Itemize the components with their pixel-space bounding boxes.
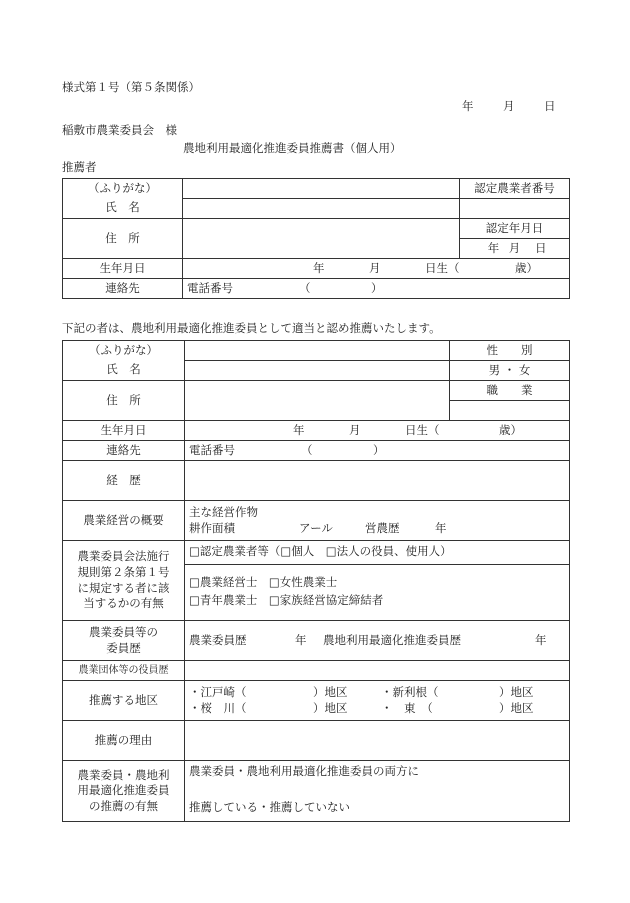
candidate-furigana-label: （ふりがな） xyxy=(63,341,185,361)
committee-label-line: 農業委員等の xyxy=(89,624,158,639)
address-label: 住 所 xyxy=(63,219,183,259)
farming-years-unit: 年 xyxy=(435,520,447,535)
recommender-name-field[interactable] xyxy=(183,199,460,219)
org-roles-label: 農業団体等の役員歴 xyxy=(63,661,185,681)
candidate-paren-open: （ xyxy=(301,442,313,457)
rule-option-young-farmer[interactable]: □青年農業士 □家族経営協定締結者 xyxy=(189,593,384,608)
recommender-phone-field[interactable] xyxy=(183,279,570,299)
addressee: 稲敷市農業委員会 様 xyxy=(62,123,177,137)
recommender-table xyxy=(62,178,570,299)
candidate-birth-year: 年 xyxy=(293,422,305,437)
reason-label: 推薦の理由 xyxy=(63,721,185,761)
district-edosaki[interactable]: ・江戸崎（ xyxy=(189,684,247,699)
form-number: 様式第１号（第５条関係） xyxy=(62,80,200,94)
birth-day-label: 日生（ xyxy=(425,260,460,275)
age-label: 歳） xyxy=(515,260,538,275)
date-year: 年 xyxy=(462,99,474,113)
candidate-address-label: 住 所 xyxy=(63,381,185,421)
both-label-line: 用最適化推進委員 xyxy=(77,783,170,798)
rule-label-line: 規則第２条第１号 xyxy=(77,564,170,579)
rule-label xyxy=(63,541,185,621)
contact-label: 連絡先 xyxy=(63,279,183,299)
candidate-phone-field[interactable] xyxy=(185,441,570,461)
certified-date-field[interactable] xyxy=(460,239,570,259)
certified-number-label: 認定農業者番号 xyxy=(460,179,570,199)
rule-label-line: に規定する者に該 xyxy=(77,580,170,595)
candidate-name-field[interactable] xyxy=(185,361,450,381)
rule-label-line: 農業委員会法施行 xyxy=(77,549,170,564)
birthdate-label: 生年月日 xyxy=(63,259,183,279)
recommendation-statement: 下記の者は、農地利用最適化推進委員として適当と認め推薦いたします。 xyxy=(62,321,441,335)
reason-field[interactable] xyxy=(185,721,570,761)
candidate-phone-label: 電話番号 xyxy=(189,442,235,457)
cert-day-label: 日 xyxy=(535,240,547,255)
recommender-address-field[interactable] xyxy=(183,219,460,259)
area-label: 耕作面積 xyxy=(189,520,235,535)
candidate-birth-month: 月 xyxy=(349,422,361,437)
farm-overview-label: 農業経営の概要 xyxy=(63,501,185,541)
candidate-birthdate-label: 生年月日 xyxy=(63,421,185,441)
both-label-line: の推薦の有無 xyxy=(89,798,158,813)
recommender-furigana-field[interactable] xyxy=(183,179,460,199)
promo-years: 年 xyxy=(535,632,547,647)
committee-history-label xyxy=(63,621,185,661)
rule-option-farm-manager[interactable]: □農業経営士 □女性農業士 xyxy=(189,574,338,589)
certified-date-label: 認定年月日 xyxy=(460,219,570,239)
candidate-furigana-field[interactable] xyxy=(185,341,450,361)
district-label: 推薦する地区 xyxy=(63,681,185,721)
both-recommendation-label xyxy=(63,761,185,822)
district-field[interactable] xyxy=(185,681,570,721)
phone-label: 電話番号 xyxy=(187,280,233,295)
candidate-age: 歳） xyxy=(499,422,522,437)
career-field[interactable] xyxy=(185,461,570,501)
certified-number-field[interactable] xyxy=(460,199,570,219)
are-unit: アール xyxy=(299,520,333,535)
career-label: 経 歴 xyxy=(63,461,185,501)
committee-history: 農業委員歴 xyxy=(189,632,247,647)
district-suffix: ）地区 xyxy=(499,684,534,699)
both-options[interactable]: 推薦している・推薦していない xyxy=(189,799,350,814)
both-recommendation-field xyxy=(185,761,570,822)
document-title: 農地利用最適化推進委員推薦書（個人用） xyxy=(183,141,402,155)
occupation-label: 職 業 xyxy=(450,381,570,401)
recommender-heading: 推薦者 xyxy=(62,160,97,174)
district-azuma[interactable]: ・ 東 （ xyxy=(381,700,433,715)
cert-year-label: 年 xyxy=(487,240,500,255)
name-label: 氏 名 xyxy=(63,199,183,219)
date-month: 月 xyxy=(503,99,515,113)
candidate-table xyxy=(62,340,570,822)
district-shintone[interactable]: ・新利根（ xyxy=(381,684,439,699)
both-label-line: 農業委員・農地利 xyxy=(77,767,170,782)
paren-close: ） xyxy=(371,280,383,295)
district-suffix: ）地区 xyxy=(313,684,348,699)
committee-label-line: 委員歴 xyxy=(106,640,141,655)
farming-years-label: 営農歴 xyxy=(365,520,400,535)
district-sakuragawa[interactable]: ・桜 川（ xyxy=(189,700,247,715)
district-suffix: ）地区 xyxy=(313,700,348,715)
paren-open: （ xyxy=(299,280,311,295)
candidate-birthdate-field[interactable] xyxy=(185,421,570,441)
occupation-field[interactable] xyxy=(450,401,570,421)
committee-history-field[interactable] xyxy=(185,621,570,661)
date-day: 日 xyxy=(544,99,556,113)
org-roles-field[interactable] xyxy=(185,661,570,681)
candidate-birth-day: 日生（ xyxy=(405,422,440,437)
birth-year-label: 年 xyxy=(313,260,325,275)
main-crop-label: 主な経営作物 xyxy=(189,504,258,519)
candidate-name-label: 氏 名 xyxy=(63,361,185,381)
recommender-birthdate-field[interactable] xyxy=(183,259,570,279)
promo-history: 農地利用最適化推進委員歴 xyxy=(323,632,461,647)
gender-label: 性 別 xyxy=(450,341,570,361)
candidate-contact-label: 連絡先 xyxy=(63,441,185,461)
committee-years: 年 xyxy=(295,632,307,647)
rule-option-certified[interactable]: □認定農業者等（□個人 □法人の役員、使用人） xyxy=(189,544,452,558)
candidate-address-field[interactable] xyxy=(185,381,450,421)
candidate-paren-close: ） xyxy=(373,442,385,457)
district-suffix: ）地区 xyxy=(499,700,534,715)
rule-label-line: 当するかの有無 xyxy=(83,596,164,611)
rule-options xyxy=(185,541,570,621)
furigana-label: （ふりがな） xyxy=(63,179,183,199)
cert-month-label: 月 xyxy=(508,240,521,255)
farm-overview-field[interactable] xyxy=(185,501,570,541)
both-text: 農業委員・農地利用最適化推進委員の両方に xyxy=(189,764,419,778)
gender-options[interactable]: 男 ・ 女 xyxy=(450,361,570,381)
birth-month-label: 月 xyxy=(369,260,381,275)
